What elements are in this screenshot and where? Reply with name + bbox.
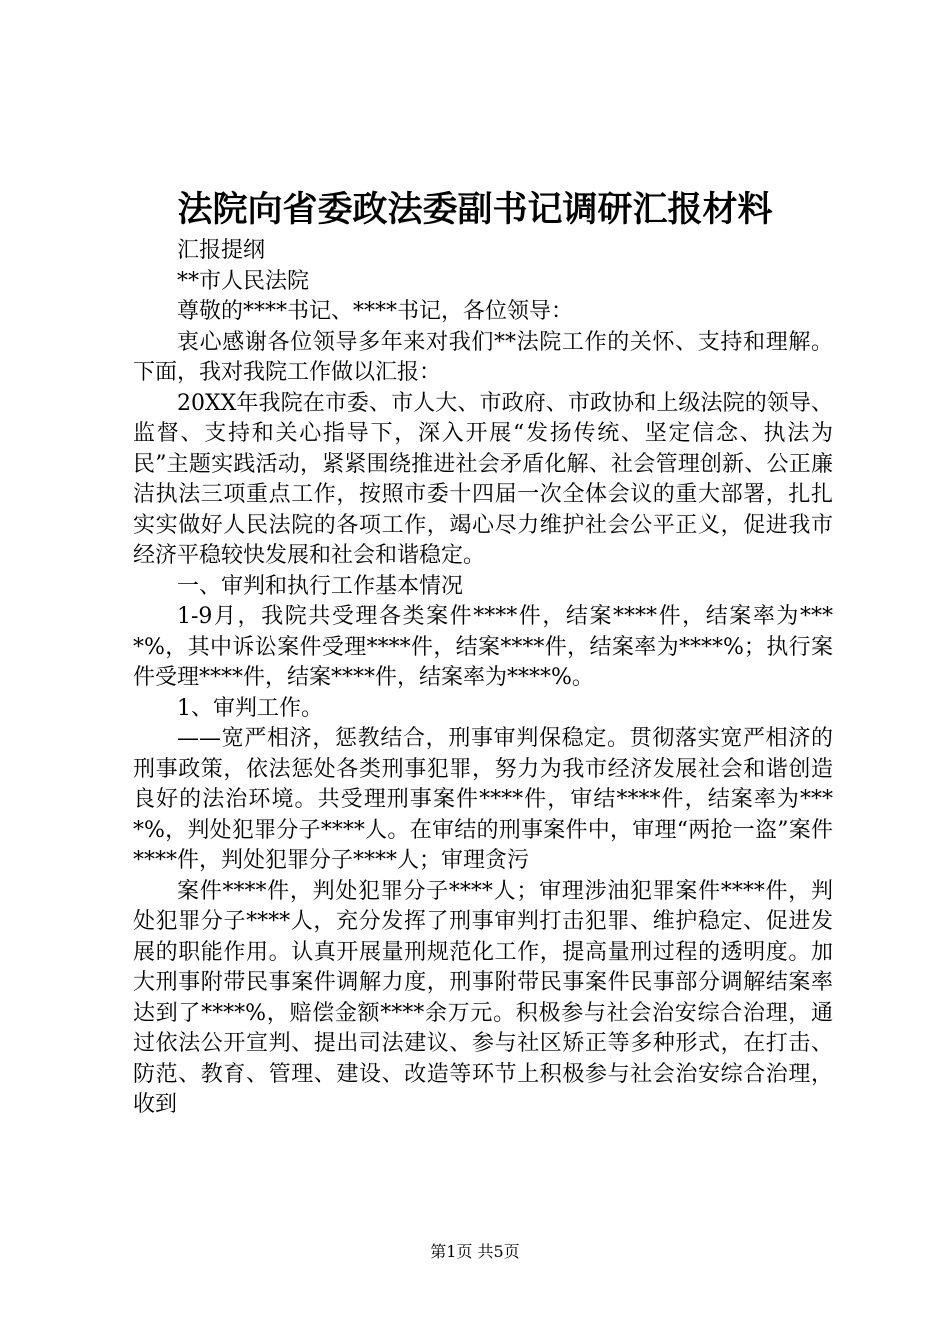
section-heading-1: 一、审判和执行工作基本情况 bbox=[177, 573, 464, 599]
document-body bbox=[133, 236, 833, 1121]
paragraph-thanks: 衷心感谢各位领导多年来对我们**法院工作的关怀、支持和理解。下面，我对我院工作做以汇报： bbox=[133, 329, 833, 385]
paragraph-overview: 20XX年我院在市委、市人大、市政府、市政协和上级法院的领导、监督、支持和关心指导下，深入开展“发扬传统、坚定信念、执法为民”主题实践活动，紧紧围绕推进社会矛盾化解、社会管理创新、公正廉洁执法三项重点工作，按照市委十四届一次全体会议的重大部署，扎扎实实做好人民法院的各项工作，竭心尽力维护社会公平正义，促进我市经济平稳较快发展和社会和谐稳定。 bbox=[133, 390, 833, 568]
paragraph-criminal-trial: ——宽严相济，惩教结合，刑事审判保稳定。贯彻落实宽严相济的刑事政策，依法惩处各类刑事犯罪，努力为我市经济发展社会和谐创造良好的法治环境。共受理刑事案件****件，审结****件，结案率为****%，判处犯罪分子****人。在审结的刑事案件中，审理“两抢一盗”案件****件，判处犯罪分子****人；审理贪污 bbox=[133, 726, 833, 873]
subsection-heading-trial: 1、审判工作。 bbox=[177, 695, 323, 721]
outline-heading: 汇报提纲 bbox=[177, 238, 266, 263]
court-name: **市人民法院 bbox=[177, 268, 310, 294]
page-title: 法院向省委政法委副书记调研汇报材料 bbox=[177, 189, 773, 230]
salutation: 尊敬的****书记、****书记，各位领导： bbox=[177, 299, 574, 324]
paragraph-criminal-trial-continued: 案件****件，判处犯罪分子****人；审理涉油犯罪案件****件，判处犯罪分子****人，充分发挥了刑事审判打击犯罪、维护稳定、促进发展的职能作用。认真开展量刑规范化工作，提高量刑过程的透明度。加大刑事附带民事案件调解力度，刑事附带民事案件民事部分调解结案率达到了****%，赔偿金额****余万元。积极参与社会治安综合治理，通过依法公开宣判、提出司法建议、参与社区矫正等多种形式，在打击、防范、教育、管理、建设、改造等环节上积极参与社会治安综合治理，收到 bbox=[133, 878, 833, 1117]
paragraph-statistics: 1-9月，我院共受理各类案件****件，结案****件，结案率为****%，其中诉讼案件受理****件，结案****件，结案率为****%；执行案件受理****件，结案****件，结案率为****%。 bbox=[133, 604, 833, 690]
page-footer: 第1页 共5页 bbox=[430, 1242, 520, 1261]
